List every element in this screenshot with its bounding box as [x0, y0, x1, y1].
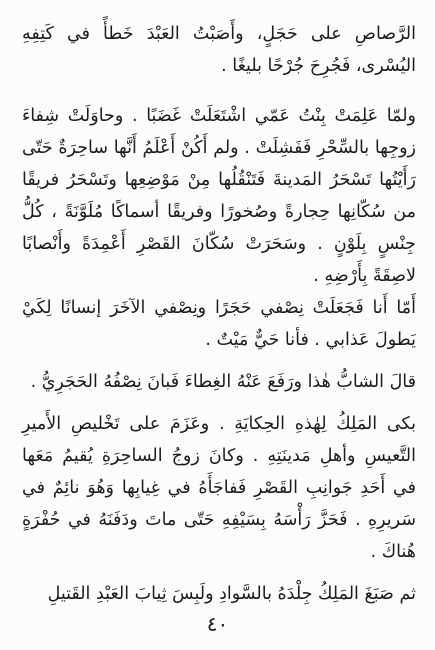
paragraph: الرَّصاصِ علی حَجَلٍ، وأَصَبْتُ العَبْدَ خَطأً في كَتِفِهِ اليُسْرى، فَجُرِحَ جُرْحًا بليغًا . [22, 24, 416, 76]
paragraph: بكى المَلِكُ لِهٰذهِ الحِكايَةِ . وعَزَمَ على تَخْليصِ الأَميرِ التَّعيسِ وأهلِ مَدينَتِهِ . وكانَ زوجُ الساحِرَةِ يُقيمُ مَعَها في أَحَدِ جَوانِبِ القَصْرِ فَفاجَأَهُ في غِيابِها وَهُوَ نائِمٌ في سَريرِهِ . فَحَزَّ رَأْسَهُ بِسَيْفِهِ حَتّى ماتَ ودَفَنَهُ في حُفْرَةٍ هُناكَ . [22, 414, 416, 562]
paragraph: قالَ الشابُّ هٰذا ورَفَعَ عَنْهُ الغِطاءَ فَبانَ نِصْفُهُ الحَجَرِيُّ . [30, 372, 416, 392]
paragraph: أَمّا أَنا فَجَعَلَتْ نِصْفي حَجَرًا ونِصْفي الآخَرَ إنسانًا لِكَيْ يَطولَ عَذابي . فأنا حَيٌّ مَيْتٌ . [22, 298, 416, 350]
paragraph: ولمّا عَلِمَتْ بِنْتُ عَمّي اشْتَعَلَتْ غَضَبًا . وحاوَلَتْ شِفاءَ زوجِها بالسِّحْرِ فَفَشِلَتْ . ولم أَكُنْ أَعْلَمُ أَنَّها ساحِرَةٌ حَتّى رَأَيْتُها تَسْحَرُ المَدينةَ فَتَنْقُلُها مِنْ مَوْضِعِها وتَسْحَرُ فريقًا من سُكّانِها حِجارةً وصُخورًا وفريقًا أسماكًا مُلَوَّنَةً ، كُلُّ جِنْسٍ بِلَوْنٍ . وسَحَرَتْ سُكّانَ القَصْرِ أَعْمِدَةً وأَنْصابًا لاصِقَةً بِأَرْضِهِ . [22, 106, 416, 286]
page-number: ٤٠ [206, 612, 229, 636]
paragraph: ثم صَبَغَ المَلِكُ جِلْدَهُ بالسَّوادِ ولَبِسَ ثِيابَ العَبْدِ القَتيلِ [47, 584, 416, 604]
page-body [22, 18, 416, 610]
